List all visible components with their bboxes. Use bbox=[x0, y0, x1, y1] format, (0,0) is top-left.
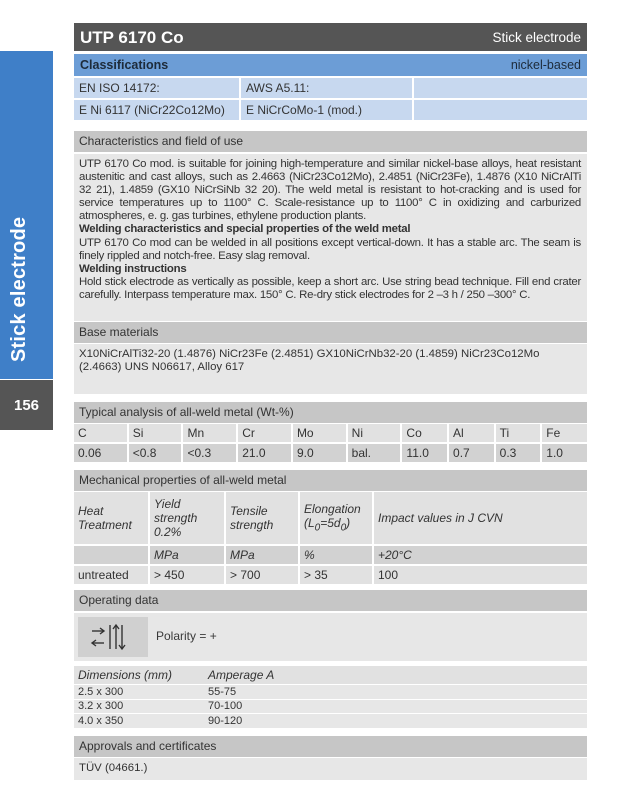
product-category: Stick electrode bbox=[492, 30, 581, 45]
col-yield-strength: Yield strength 0.2% bbox=[150, 492, 224, 544]
analysis-table bbox=[72, 422, 589, 464]
elongation-label: Elongation (L bbox=[304, 502, 361, 531]
elongation-suffix: ) bbox=[346, 516, 351, 531]
classifications-grid bbox=[74, 78, 587, 122]
mechanical-units-row bbox=[74, 546, 587, 564]
col-heat-treatment: Heat Treatment bbox=[74, 492, 148, 544]
value-elongation: > 35 bbox=[300, 566, 372, 584]
welding-characteristics-text: UTP 6170 Co mod can be welded in all positions except vertical-down. It has a stable arc. The seam is finely rippled and notch-free. Easy slag removal. bbox=[79, 236, 581, 262]
dimension-value: 2.5 x 300 bbox=[74, 685, 204, 700]
element-fe: Fe bbox=[542, 424, 587, 442]
mechanical-heading: Mechanical properties of all-weld metal bbox=[74, 470, 587, 491]
operating-heading: Operating data bbox=[74, 590, 587, 611]
welding-instructions-heading: Welding instructions bbox=[79, 262, 187, 275]
page-number: 156 bbox=[0, 380, 53, 430]
product-header bbox=[74, 23, 587, 51]
dimensions-header-row bbox=[74, 666, 587, 685]
welding-characteristics-heading: Welding characteristics and special properties of the weld metal bbox=[79, 223, 411, 236]
dimensions-row bbox=[74, 685, 587, 700]
base-materials-text: X10NiCrAlTi32-20 (1.4876) NiCr23Fe (2.4851) GX10NiCrNb32-20 (1.4859) NiCr23Co12Mo (2.4663) UNS N06617, Alloy 617 bbox=[74, 344, 587, 394]
characteristics-heading: Characteristics and field of use bbox=[74, 131, 587, 152]
col-dimensions: Dimensions (mm) bbox=[74, 666, 204, 685]
value-ti: 0.3 bbox=[496, 444, 541, 462]
analysis-values-row bbox=[74, 444, 587, 462]
col-impact-values: Impact values in J CVN bbox=[374, 492, 587, 544]
value-ni: bal. bbox=[348, 444, 401, 462]
element-c: C bbox=[74, 424, 127, 442]
standard-en-iso: EN ISO 14172: bbox=[74, 78, 239, 98]
dimensions-row bbox=[74, 714, 587, 729]
characteristics-intro: UTP 6170 Co mod. is suitable for joining high-temperature and similar nickel-base alloys, heat resistant austenitic and cast alloys, such as 2.4663 (NiCr23Co12Mo), 2.4851 (NiCr23Fe), 1.4876 (X10 NiCrAlTi 32 21), 1.4859 (GX10 NiCrSiNb 32 20). The weld metal is resistant to hot-cracking and is used for service temperatures up to 1100° C. Scale-resistance up to 1100° C in oxidizing and carburized atmospheres, e. g. gas turbines, ethylene production plants. bbox=[79, 158, 581, 223]
element-cr: Cr bbox=[238, 424, 291, 442]
value-impact: 100 bbox=[374, 566, 587, 584]
col-elongation bbox=[300, 492, 372, 544]
element-ti: Ti bbox=[496, 424, 541, 442]
value-co: 11.0 bbox=[402, 444, 447, 462]
elongation-sub-l: 0 bbox=[314, 522, 321, 534]
value-heat: untreated bbox=[74, 566, 148, 584]
value-al: 0.7 bbox=[449, 444, 494, 462]
empty-cell bbox=[414, 100, 587, 120]
operating-box bbox=[74, 613, 587, 661]
standard-aws: AWS A5.11: bbox=[241, 78, 412, 98]
element-mn: Mn bbox=[183, 424, 236, 442]
stick-electrode-positions-icon bbox=[78, 617, 148, 657]
value-cr: 21.0 bbox=[238, 444, 291, 462]
dimension-value: 4.0 x 350 bbox=[74, 714, 204, 729]
approvals-text: TÜV (04661.) bbox=[74, 758, 587, 780]
element-ni: Ni bbox=[348, 424, 401, 442]
side-tab-label: Stick electrode bbox=[8, 216, 30, 362]
unit-elongation: % bbox=[300, 546, 372, 564]
element-mo: Mo bbox=[293, 424, 346, 442]
mechanical-values-row bbox=[74, 566, 587, 584]
value-c: 0.06 bbox=[74, 444, 127, 462]
classifications-label: Classifications bbox=[80, 58, 169, 72]
dimension-value: 3.2 x 300 bbox=[74, 699, 204, 714]
elongation-sub-d: 0 bbox=[340, 522, 347, 534]
value-mn: <0.3 bbox=[183, 444, 236, 462]
approvals-heading: Approvals and certificates bbox=[74, 736, 587, 757]
elongation-mid: =5d bbox=[320, 516, 341, 531]
characteristics-body bbox=[74, 154, 587, 321]
unit-impact: +20°C bbox=[374, 546, 587, 564]
element-si: Si bbox=[129, 424, 182, 442]
dimensions-table bbox=[74, 666, 587, 729]
value-mo: 9.0 bbox=[293, 444, 346, 462]
welding-instructions-text: Hold stick electrode as vertically as possible, keep a short arc. Use string bead technique. Fill end crater carefully. Interpass temperature max. 150° C. Re-dry stick electrodes for 2 –3 h / 250 –300° C. bbox=[79, 275, 581, 301]
empty-cell bbox=[414, 78, 587, 98]
classifications-type: nickel-based bbox=[510, 58, 581, 72]
element-co: Co bbox=[402, 424, 447, 442]
col-tensile-strength: Tensile strength bbox=[226, 492, 298, 544]
analysis-elements-row bbox=[74, 424, 587, 442]
unit-yield: MPa bbox=[150, 546, 224, 564]
product-title: UTP 6170 Co bbox=[80, 28, 184, 47]
base-materials-heading: Base materials bbox=[74, 322, 587, 343]
mechanical-table bbox=[72, 490, 589, 586]
amperage-value: 70-100 bbox=[204, 699, 587, 714]
classifications-bar bbox=[74, 54, 587, 76]
value-yield: > 450 bbox=[150, 566, 224, 584]
amperage-value: 55-75 bbox=[204, 685, 587, 700]
dimensions-row bbox=[74, 699, 587, 714]
amperage-value: 90-120 bbox=[204, 714, 587, 729]
value-si: <0.8 bbox=[129, 444, 182, 462]
polarity-text: Polarity = + bbox=[156, 629, 217, 643]
value-en-iso: E Ni 6117 (NiCr22Co12Mo) bbox=[74, 100, 239, 120]
element-al: Al bbox=[449, 424, 494, 442]
unit-heat bbox=[74, 546, 148, 564]
analysis-heading: Typical analysis of all-weld metal (Wt-%) bbox=[74, 402, 587, 423]
unit-tensile: MPa bbox=[226, 546, 298, 564]
mechanical-header-row bbox=[74, 492, 587, 544]
value-tensile: > 700 bbox=[226, 566, 298, 584]
col-amperage: Amperage A bbox=[204, 666, 587, 685]
value-aws: E NiCrCoMo-1 (mod.) bbox=[241, 100, 412, 120]
value-fe: 1.0 bbox=[542, 444, 587, 462]
